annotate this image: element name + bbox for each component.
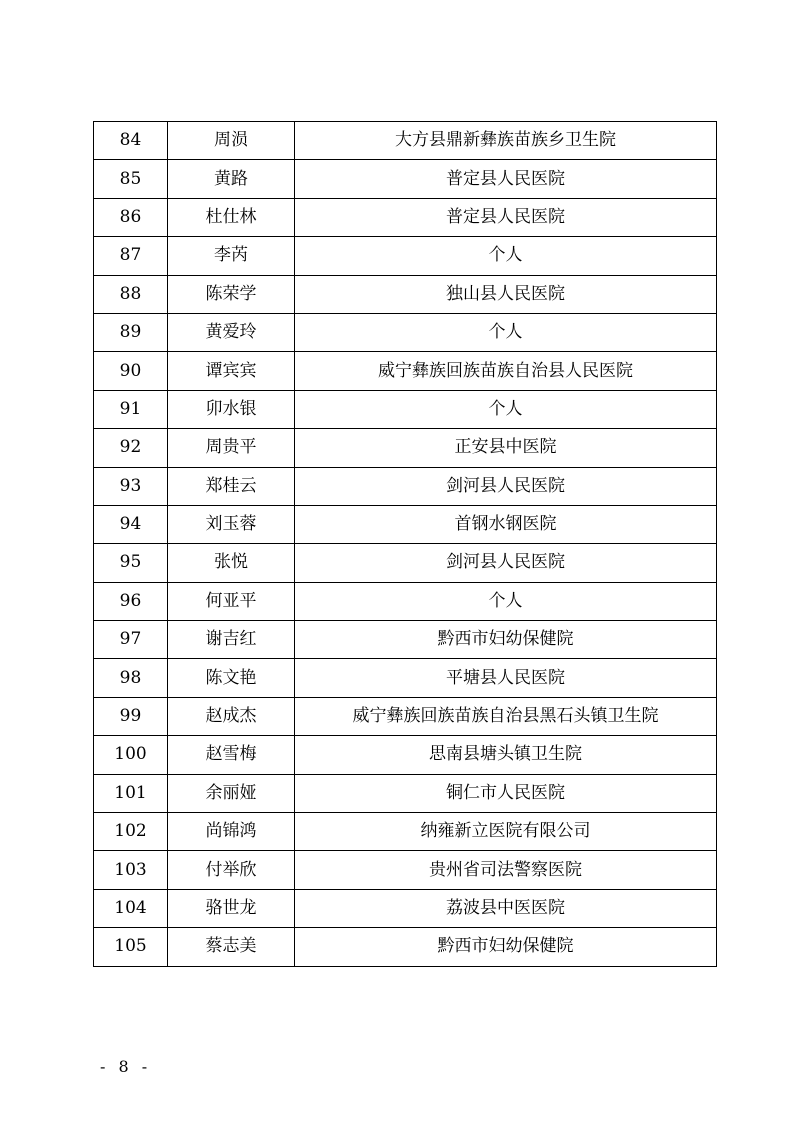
work-unit-cell: 纳雍新立医院有限公司 <box>295 813 717 851</box>
work-unit-cell: 思南县塘头镇卫生院 <box>295 736 717 774</box>
person-name-cell: 骆世龙 <box>168 889 295 927</box>
person-name-cell: 黄爱玲 <box>168 313 295 351</box>
person-name-cell: 张悦 <box>168 544 295 582</box>
table-row <box>94 813 717 851</box>
row-number-cell: 92 <box>94 429 168 467</box>
work-unit-cell: 威宁彝族回族苗族自治县黑石头镇卫生院 <box>295 697 717 735</box>
person-name-cell: 陈荣学 <box>168 275 295 313</box>
person-name-cell: 刘玉蓉 <box>168 505 295 543</box>
person-name-cell: 黄路 <box>168 160 295 198</box>
table-row <box>94 160 717 198</box>
person-name-cell: 李芮 <box>168 237 295 275</box>
work-unit-cell: 贵州省司法警察医院 <box>295 851 717 889</box>
work-unit-cell: 黔西市妇幼保健院 <box>295 621 717 659</box>
work-unit-cell: 平塘县人民医院 <box>295 659 717 697</box>
table-row <box>94 352 717 390</box>
table-row <box>94 505 717 543</box>
person-name-cell: 周贵平 <box>168 429 295 467</box>
work-unit-cell: 个人 <box>295 390 717 428</box>
table-row <box>94 736 717 774</box>
person-name-cell: 尚锦鸿 <box>168 813 295 851</box>
table-row <box>94 774 717 812</box>
row-number-cell: 85 <box>94 160 168 198</box>
row-number-cell: 97 <box>94 621 168 659</box>
roster-table <box>93 121 717 967</box>
table-row <box>94 467 717 505</box>
person-name-cell: 周涢 <box>168 122 295 160</box>
row-number-cell: 101 <box>94 774 168 812</box>
work-unit-cell: 威宁彝族回族苗族自治县人民医院 <box>295 352 717 390</box>
work-unit-cell: 个人 <box>295 582 717 620</box>
table-row <box>94 313 717 351</box>
work-unit-cell: 荔波县中医医院 <box>295 889 717 927</box>
table-row <box>94 198 717 236</box>
row-number-cell: 102 <box>94 813 168 851</box>
person-name-cell: 何亚平 <box>168 582 295 620</box>
work-unit-cell: 正安县中医院 <box>295 429 717 467</box>
table-row <box>94 621 717 659</box>
work-unit-cell: 个人 <box>295 313 717 351</box>
row-number-cell: 88 <box>94 275 168 313</box>
row-number-cell: 105 <box>94 928 168 966</box>
work-unit-cell: 剑河县人民医院 <box>295 544 717 582</box>
row-number-cell: 84 <box>94 122 168 160</box>
row-number-cell: 93 <box>94 467 168 505</box>
work-unit-cell: 个人 <box>295 237 717 275</box>
table-row <box>94 390 717 428</box>
work-unit-cell: 铜仁市人民医院 <box>295 774 717 812</box>
table-row <box>94 122 717 160</box>
person-name-cell: 余丽娅 <box>168 774 295 812</box>
table-row <box>94 237 717 275</box>
roster-table-body <box>94 122 717 967</box>
row-number-cell: 91 <box>94 390 168 428</box>
person-name-cell: 赵雪梅 <box>168 736 295 774</box>
row-number-cell: 87 <box>94 237 168 275</box>
row-number-cell: 95 <box>94 544 168 582</box>
row-number-cell: 103 <box>94 851 168 889</box>
row-number-cell: 99 <box>94 697 168 735</box>
table-row <box>94 889 717 927</box>
person-name-cell: 郑桂云 <box>168 467 295 505</box>
row-number-cell: 98 <box>94 659 168 697</box>
work-unit-cell: 独山县人民医院 <box>295 275 717 313</box>
work-unit-cell: 大方县鼎新彝族苗族乡卫生院 <box>295 122 717 160</box>
work-unit-cell: 剑河县人民医院 <box>295 467 717 505</box>
row-number-cell: 90 <box>94 352 168 390</box>
table-row <box>94 697 717 735</box>
page-number: - 8 - <box>100 1057 152 1076</box>
person-name-cell: 陈文艳 <box>168 659 295 697</box>
table-row <box>94 851 717 889</box>
work-unit-cell: 普定县人民医院 <box>295 160 717 198</box>
row-number-cell: 89 <box>94 313 168 351</box>
table-row <box>94 429 717 467</box>
row-number-cell: 96 <box>94 582 168 620</box>
person-name-cell: 蔡志美 <box>168 928 295 966</box>
table-row <box>94 544 717 582</box>
row-number-cell: 100 <box>94 736 168 774</box>
work-unit-cell: 普定县人民医院 <box>295 198 717 236</box>
table-row <box>94 582 717 620</box>
person-name-cell: 谢吉红 <box>168 621 295 659</box>
table-row <box>94 928 717 966</box>
person-name-cell: 卯水银 <box>168 390 295 428</box>
table-row <box>94 659 717 697</box>
row-number-cell: 94 <box>94 505 168 543</box>
table-row <box>94 275 717 313</box>
row-number-cell: 86 <box>94 198 168 236</box>
person-name-cell: 杜仕林 <box>168 198 295 236</box>
work-unit-cell: 首钢水钢医院 <box>295 505 717 543</box>
row-number-cell: 104 <box>94 889 168 927</box>
work-unit-cell: 黔西市妇幼保健院 <box>295 928 717 966</box>
person-name-cell: 赵成杰 <box>168 697 295 735</box>
person-name-cell: 付举欣 <box>168 851 295 889</box>
person-name-cell: 谭宾宾 <box>168 352 295 390</box>
